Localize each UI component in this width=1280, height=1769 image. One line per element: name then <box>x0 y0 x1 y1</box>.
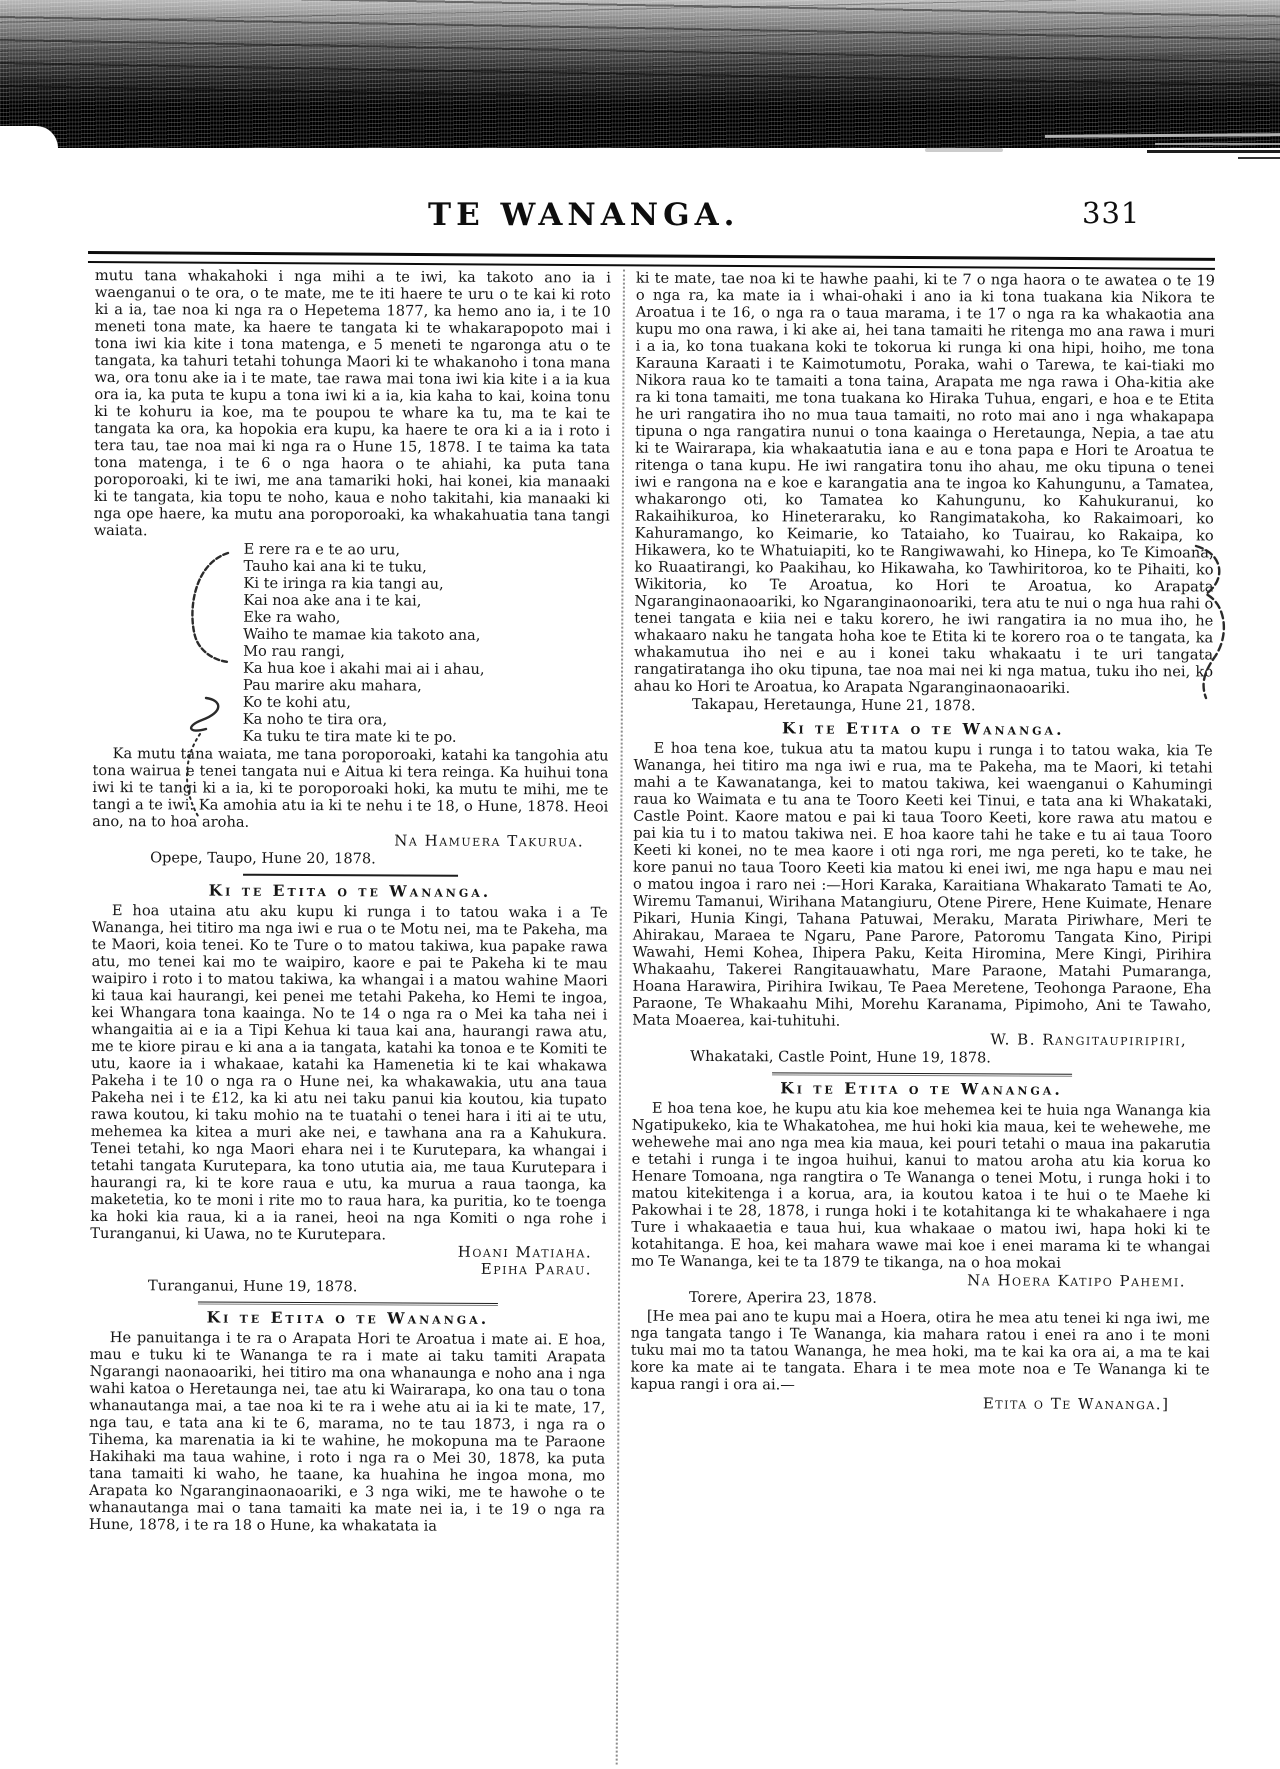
poem-line: Ka hua koe i akahi mai ai i ahau, <box>242 659 485 678</box>
section-divider-rule <box>243 874 458 877</box>
signature: Etita o Te Wananga.] <box>982 1394 1170 1414</box>
scan-artifact-band <box>0 0 1280 148</box>
signature: W. B. Rangitaupiripiri, <box>990 1030 1188 1050</box>
page-number: 331 <box>1082 196 1141 230</box>
poem-line: E rere ra e te ao uru, <box>243 540 401 559</box>
article-paragraph: Ka mutu tana waiata, me tana poroporoaki, katahi ka tangohia atu tona wairua e tenei tangata nui e Aitua ki tera reinga. Ka huihui tona iwi ki te tangi ki a ia, ki te poroporoaki hoki, ka mutu te mihi, me te tangi a te iwi. Ka amohia atu ia ki te nehu i te 18, o Hune, 1878. Heoi ano, na to hoa aroha. <box>92 745 609 831</box>
signature: Na Hoera Katipo Pahemi. <box>967 1271 1187 1291</box>
poem-line: Pau marire aku mahara, <box>242 676 422 695</box>
section-divider-rule <box>198 1302 498 1304</box>
letter-paragraph: E hoa tena koe, tukua atu ta matou kupu i runga i to tatou waka, kia Te Wananga, hei titiro ma nga iwi e rua, ma te Pakeha, ma te Maori, ki tetahi mahi a te Kawanatanga, kei to matou takiwa, kei waenganui o Kahumingi raua ko Waimata e tu ana te Tooro Keeti kei Tinui, e tata ana ki Whakataki, Castle Point. Kaore matou e pai ki taua Tooro Keeti, kore rawa atu matou e pai kia tu i to matou takiwa nei. E hoa kaore tahi he take e tu ai taua Tooro Keeti ki konei, no te mea kaore i oti nga rori, me nga pereti, ko te take, he kore panui no taua Tooro Keeti kia matou ki enei iwi, me nga hapu e mau nei o matou ingoa i raro nei :—Hori Karaka, Karaitiana Whakarato Tamati te Ao, Wiremu Tamanui, Wirihana Matangiuru, Otene Pirere, Hene Kuimate, Henare Pikari, Hunia Kingi, Tahana Patuwai, Meraku, Marata Piriwhare, Meri te Ahirakau, Maraea te Ngaru, Pane Parore, Patoromu Tangata Kino, Piripi Wawahi, Hemi Kohea, Ihipera Paku, Keita Hiromina, Mere Kingi, Pirihira Whakaahu, Takerei Rangitauawhatu, Mare Paraone, Matahi Pumaranga, Hoana Harawira, Pirihira Iwikau, Te Paea Meretene, Teohonga Paraone, Eha Paraone, Te Whakaahu Mihi, Morehu Karanama, Pipimoho, Ani te Tawaho, Mata Moaerea, kai-tuhituhi. <box>632 739 1213 1030</box>
poem-line: Eke ra waho, <box>243 608 341 627</box>
scan-ink-dash <box>1238 157 1280 159</box>
scan-streak <box>1155 143 1280 145</box>
letter-paragraph: He panuitanga i te ra o Arapata Hori te Aroatua i mate ai. E hoa, mau e tuku ki te Wananga te ra i mate ai taku tamiti Arapata Ngarangi naonaoariki, hei titiro ma ona whanaunga e noho ana i nga wahi katoa o Heretaunga nei, tae atu ki Wairarapa, ko ona tau o tona whanautanga mai, a tae noa ki te ra i wehe atu ai ia ki te mate, 17, nga tau, e tata ana ki te 6, marama, no te tau 1873, i nga ra o Tihema, ka marenatia ia ki te wahine, he mokopuna ma te Paraone Hakihaki ma taua wahine, i roto i nga ra o Mei 30, 1878, ka puta tana tamaiti ki waho, he taane, ka huahina he ingoa mona, mo Arapata ko Ngaranginaonaoariki, e 3 nga wiki, me te hawohe o te whanautanga mai o tana tamaiti ka mate nei ia, i te 19 o nga ra Hune, 1878, i te ra 18 o Hune, ka whakatata ia <box>88 1329 606 1535</box>
poem-line: Ka tuku te tira mate ki te po. <box>242 727 457 746</box>
section-heading: Ki te Etita o te Wananga. <box>781 718 1065 739</box>
editor-note-paragraph: [He mea pai ano te kupu mai a Hoera, otira he mea atu tenei ki nga iwi, me nga tangata tango i Te Wananga, kia mahara ratou i enei ra ano i te moni tuku mai mo ta tatou Wananga, he mea hoki, ma te kai ka ora ai, a ma te kai kore ka mate ai te tangata. Ehara i te mea mote noa e Te Wananga ki te kapua rangi i ora ai.— <box>630 1307 1210 1394</box>
article-paragraph: ki te mate, tae noa ki te hawhe paahi, ki te 7 o nga haora o te awatea o te 19 o nga ra, ka mate ia i whai-ohaki i ano ia ki tona tuakana kia Nikora te Aroatua i te 16, o nga ra o taua marama, i te 17 o nga ra ka whakaotia ana kupu mo ona rawa, i ki ake ai, hei tana tamaiti he ritenga mo ana rawa i muri i a ia, ko tona tuakana koki te tokorua ki runga ki ona hipi, hoiho, me tona Karauna Karaati i te Kaimotumotu, Poraka, wahi o Tarewa, te kai-tiaki mo Nikora raua ko te tamaiti a tona taina, Arapata me nga rawa i Oha-kitia ake ra ki tona tamaiti, me tona tuakana ko Hiraka Tuhua, engari, e hoa e te Etita he uri rangatira iho no mua taua tamaiti, no roto mai ano i nga whakapapa tipuna o nga rangatira nunui o tona kaainga o Heretaunga, Nepia, a tae atu ki te Wairarapa, kia whakaatutia iana e au e tona papa e Hori te Aroatua te ritenga o tana kupu. He iwi rangatira tonu iho ahau, me oku tipuna o tenei iwi e rangona na e koe e karangatia ana te ingoa ko Kahungunu, a Tamatea, whakarongo oti, ko Tamatea ko Kahungunu, ko Kahukuranui, ko Rakaihikuroa, ko Hineteraraku, ko Rangimatakoha, ko Rakaimoari, ko Kahuramango, ko Keimarie, ko Tataiaho, ko Tuairau, ko Rakaipa, ko Hikawera, ko te Whatuiapiti, ko te Rangiwawahi, ko Hinepa, ko Te Kimoana, ko Ruaatirangi, ko Paakihau, ko Hikawaha, ko Tawhiritoroa, ko te Pihaiti, ko Wikitoria, ko Te Aroatua, ko Hori te Aroatua, ko Arapata Ngaranginaonaoariki, ko Ngaranginaonoariki, tera atu te nui o nga hua rahi o tenei tangata e kiia nei e taku korero, he iwi rangatira ia no mua iho, he whakaaro naku he tangata hoha koe te Etita ki te korero roa o te tangata, ka whakamutua iho nei e au i konei taku whakaatu i te uri tangata rangatiratanga iho oku tipuna, tae noa mai nei ki nga matua, tuku iho nei, ko ahau ko Hori te Aroatua, ko Arapata Ngaranginaonaoariki. <box>633 269 1215 697</box>
section-divider-rule <box>772 1072 1072 1074</box>
dateline: Opepe, Taupo, Hune 20, 1878. <box>150 849 376 868</box>
poem-line: Kai noa ake ana i te kai, <box>243 591 422 610</box>
scan-smudge <box>925 148 1003 152</box>
poem-line: Waiho te mamae kia takoto ana, <box>243 625 481 644</box>
signature: Epiha Parau. <box>480 1259 593 1279</box>
poem-line: Ki te iringa ra kia tangi au, <box>243 574 444 593</box>
column-right <box>629 270 1215 1768</box>
article-paragraph: mutu tana whakahoki i nga mihi a te iwi, ka takoto ano ia i waenganui o te ora, o te mate, me te iti haere te uru o te kai ki roto ki a ia, tae noa ki nga ra o Hepetema 1877, ka hemo ano ia, i te 10 meneti tona mate, ka haere te tangata ki te whakarapopoto mai i tona iwi kia kite i tona matenga, e 5 meneti te ngaronga atu o te tangata, ka tahuri tetahi tohunga Maori ki te whakanoho i tona mana wa, ora tonu ake ia i te mate, tae rawa mai tona iwi kia kite i a ia kua ora ia, ka puta te kupu a tona iwi ki a ia, kia kaha to kai, koina tonu ki te kohuru ia koe, ma te poupou te whare ka tu, ma te kai te tangata ka ora, ka hopokia era kupu, ka haere te ora ki a ia i roto i tera tau, tae noa mai ki nga ra o Hune 15, 1878. I te taima ka tata tona matenga, i te 6 o nga haora o te ahiahi, ka puta tana poroporoaki, ki te iwi, me ana tamariki hoki, hai konei, kia manaaki ki te tangata, kia topu te noho, kaua e noho takitahi, kia manaaki ki nga ope haere, ka mutu ana poroporoaki, ka whakahuatia tana tangi waiata. <box>93 267 611 540</box>
section-heading: Ki te Etita o te Wananga. <box>208 880 492 901</box>
scan-ink-dash <box>1147 150 1280 153</box>
poem-line: Mo rau rangi, <box>243 642 345 661</box>
signature: Hoani Matiaha. <box>457 1242 593 1262</box>
section-heading: Ki te Etita o te Wananga. <box>780 1078 1063 1099</box>
signature: Na Hamuera Takurua. <box>394 831 585 851</box>
poem-line: Ka noho te tira ora, <box>242 710 388 729</box>
dateline: Torere, Aperira 23, 1878. <box>688 1288 878 1307</box>
dateline: Whakataki, Castle Point, Hune 19, 1878. <box>690 1047 991 1067</box>
poem-line: Tauho kai ana ki te tuku, <box>243 557 427 576</box>
article-columns <box>88 267 1215 1767</box>
section-heading: Ki te Etita o te Wananga. <box>206 1307 490 1328</box>
letter-paragraph: E hoa utaina atu aku kupu ki runga i to tatou waka i a Te Wananga, hei titiro ma nga iwi e rua o te Motu nei, ma te Pakeha, ma te Maori, koia tenei. Ko te Ture o to matou takiwa, kua papake rawa atu, mo tenei kai mo te waipiro, kaore e pai te Pakeha ki te mau waipiro i roto i to matou takiwa, ka whangai i a matou wahine Maori ki taua kai haurangi, kei penei me tetahi Pakeha, ko Hemi te ingoa, kei Whangara tona kaainga. No te 14 o nga ra o Mei ka taha nei i whangaitia ai e ia a Tipi Kehua ki taua kai ana, haurangi rawa atu, me te kiore pirau e ki ana a ia tangata, katahi ka tonoa e te Komiti te utu, kaore ia i whakaae, katahi ka Hamenetia ki te kai whakawa Pakeha i te 10 o nga ra o Hune nei, ka whakawakia, utu ana taua Pakeha nei i te £12, ka ki atu nei taku panui kia koutou, kia tupato rawa koutou, ki taku mohio na te tuatahi o tenei hara i iti ai te utu, mehemea ka kitea a muri ake nei, e tawhana ana ra a Kahukura. Tenei tetahi, ko nga Maori ehara nei i te Kurutepara, ka whangai i tetahi tangata Kurutepara, ka tono ututia aia, me taua Kurutepara i haurangi ra, ki te kore raua e utu, ka murua a raua taonga, ka maketetia, ko te moni i rite mo to raua hara, ka puritia, ko te toenga ka hoki kia raua, ki a ia ranei, heoi na nga Komiti o nga rohe i Turanganui, ki Uawa, no te Kurutepara. <box>90 902 608 1244</box>
dateline: Takapau, Heretaunga, Hune 21, 1878. <box>691 695 976 715</box>
masthead-title: TE WANANGA. <box>428 197 740 233</box>
column-left <box>88 267 611 1765</box>
column-divider <box>616 270 625 1765</box>
scan-streak <box>1045 133 1280 138</box>
dateline: Turanganui, Hune 19, 1878. <box>147 1277 358 1296</box>
tangi-poem <box>93 540 610 747</box>
poem-line: Ko te kohi atu, <box>242 693 351 712</box>
letter-paragraph: E hoa tena koe, he kupu atu kia koe mehemea kei te huia nga Wananga kia Ngatipukeko, kia te Whakatohea, me hui hoki kia maua, kei te wehewehe, me wehewehe mai ano nga mea kia maua, kei pouri tetahi o maua ina pakarutia e tetahi i runga i te ingoa huihui, kanui to matou aroha atu kia korua ko Henare Tomoana, nga rangtira o Te Wananga o tenei Motu, i runga hoki i to matou kitekitenga i a korua, ara, ia koutou katoa i te hui o te Maehe ki Pakowhai i te 28, 1878, i runga hoki i te kotahitanga ki te whakahaere i nga Ture i whakaaetia e taua hui, kua whakaae o matou iwi, hapa hoki ki te kotahitanga. E hoa, kei mahara wawe mai koe i enei marama ki te whangai mo Te Wananga, kei te ta 1879 te tikanga, na o hoa mokai <box>631 1099 1211 1272</box>
